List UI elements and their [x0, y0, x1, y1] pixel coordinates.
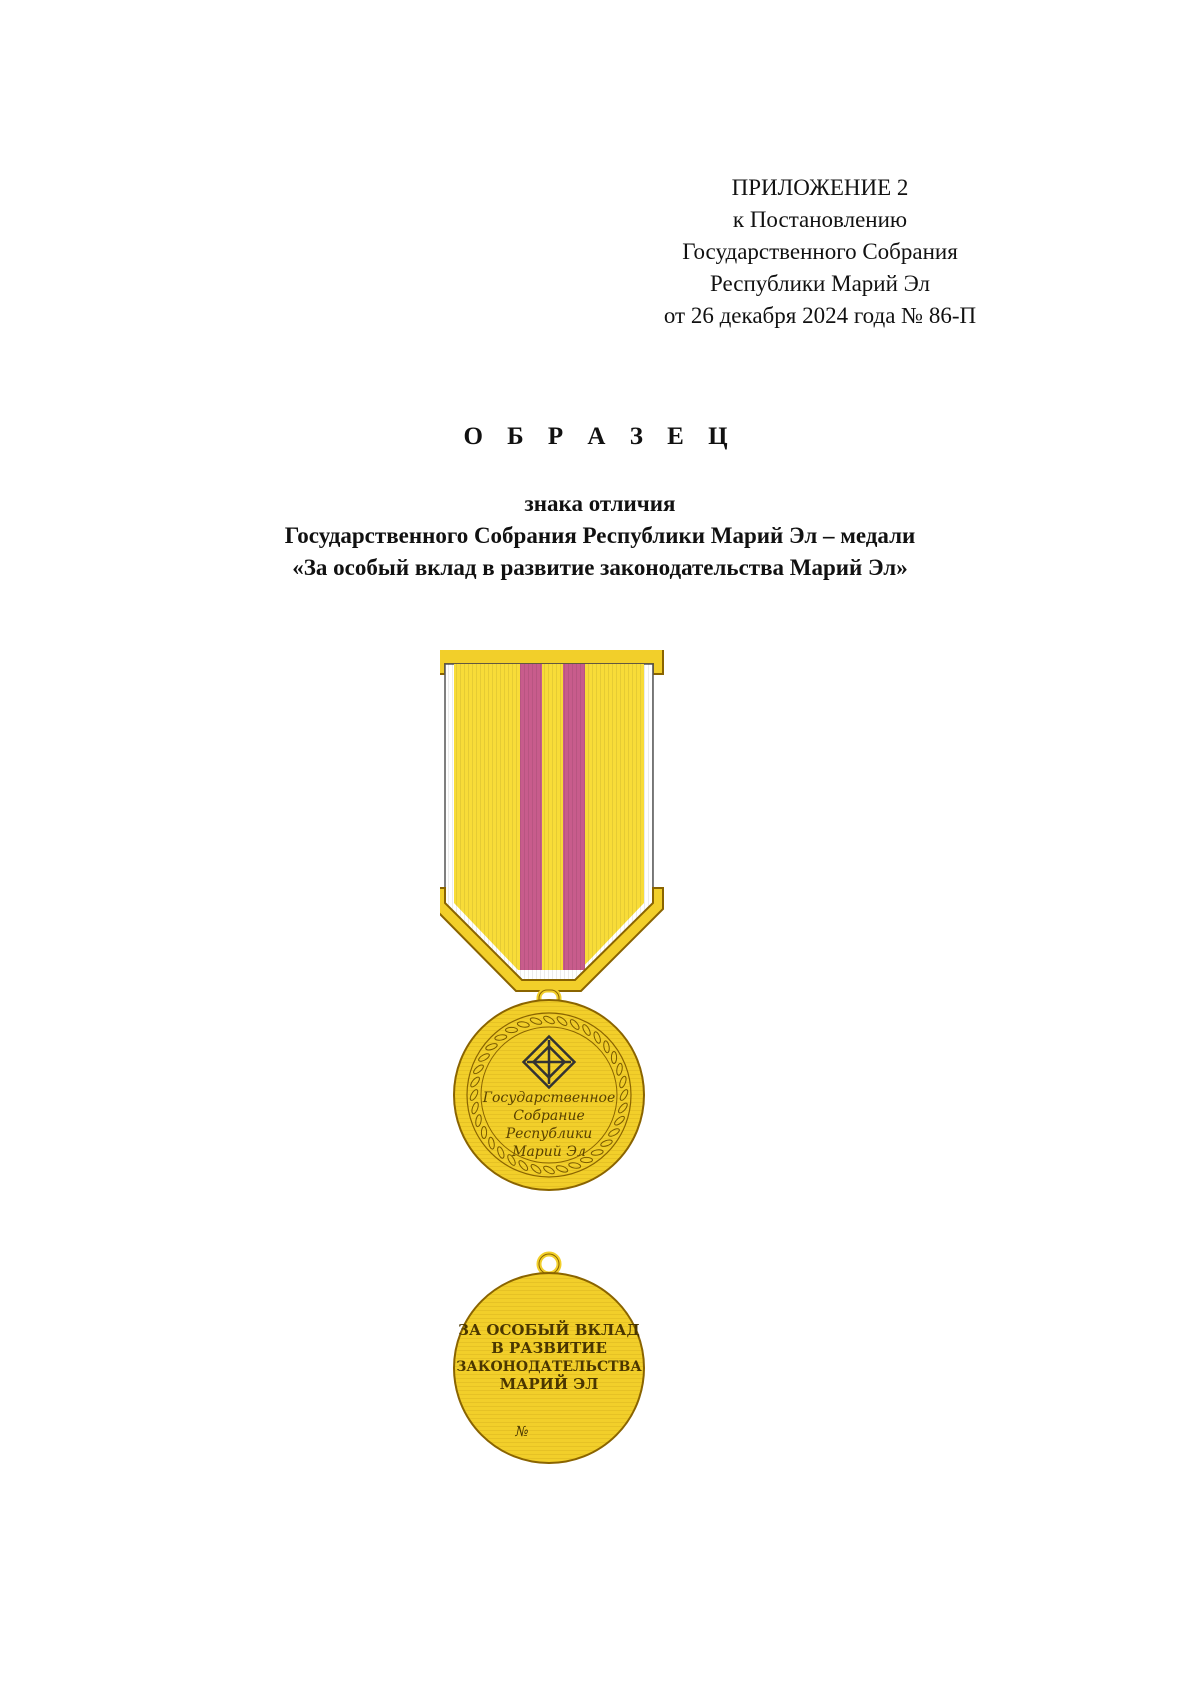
medal-drawing: [440, 650, 760, 1590]
appendix-authority: Государственного Собрания: [682, 239, 958, 264]
obverse-text-1: Государственное: [482, 1090, 616, 1106]
appendix-reference: к Постановлению: [732, 207, 908, 232]
medal-obverse: [454, 1000, 644, 1190]
subtitle-line-1: знака отличия: [524, 491, 676, 516]
reverse-text-1: ЗА ОСОБЫЙ ВКЛАД: [458, 1321, 640, 1339]
subtitle-line-3: «За особый вклад в развитие законодательства Марий Эл»: [292, 555, 908, 580]
document-subtitle: [0, 488, 1200, 584]
appendix-republic: Республики Марий Эл: [709, 271, 931, 296]
reverse-text-2: В РАЗВИТИЕ: [491, 1339, 607, 1357]
reverse-text-3: ЗАКОНОДАТЕЛЬСТВА: [456, 1359, 642, 1375]
appendix-header: [610, 172, 1030, 332]
obverse-text-3: Республики: [505, 1126, 593, 1142]
medal-illustration: [440, 650, 760, 1590]
obverse-text-4: Марий Эл: [512, 1144, 586, 1160]
obverse-text-2: Собрание: [513, 1108, 585, 1124]
reverse-number-mark: №: [515, 1424, 529, 1440]
reverse-text-4: МАРИЙ ЭЛ: [499, 1375, 599, 1393]
appendix-date-number: от 26 декабря 2024 года № 86-П: [663, 303, 977, 328]
subtitle-line-2: Государственного Собрания Республики Марий Эл – медали: [284, 523, 916, 548]
appendix-number: ПРИЛОЖЕНИЕ 2: [731, 175, 909, 200]
medal-reverse: [454, 1273, 644, 1463]
reverse-loop: [539, 1254, 559, 1274]
document-title: О Б Р А З Е Ц: [463, 423, 737, 450]
